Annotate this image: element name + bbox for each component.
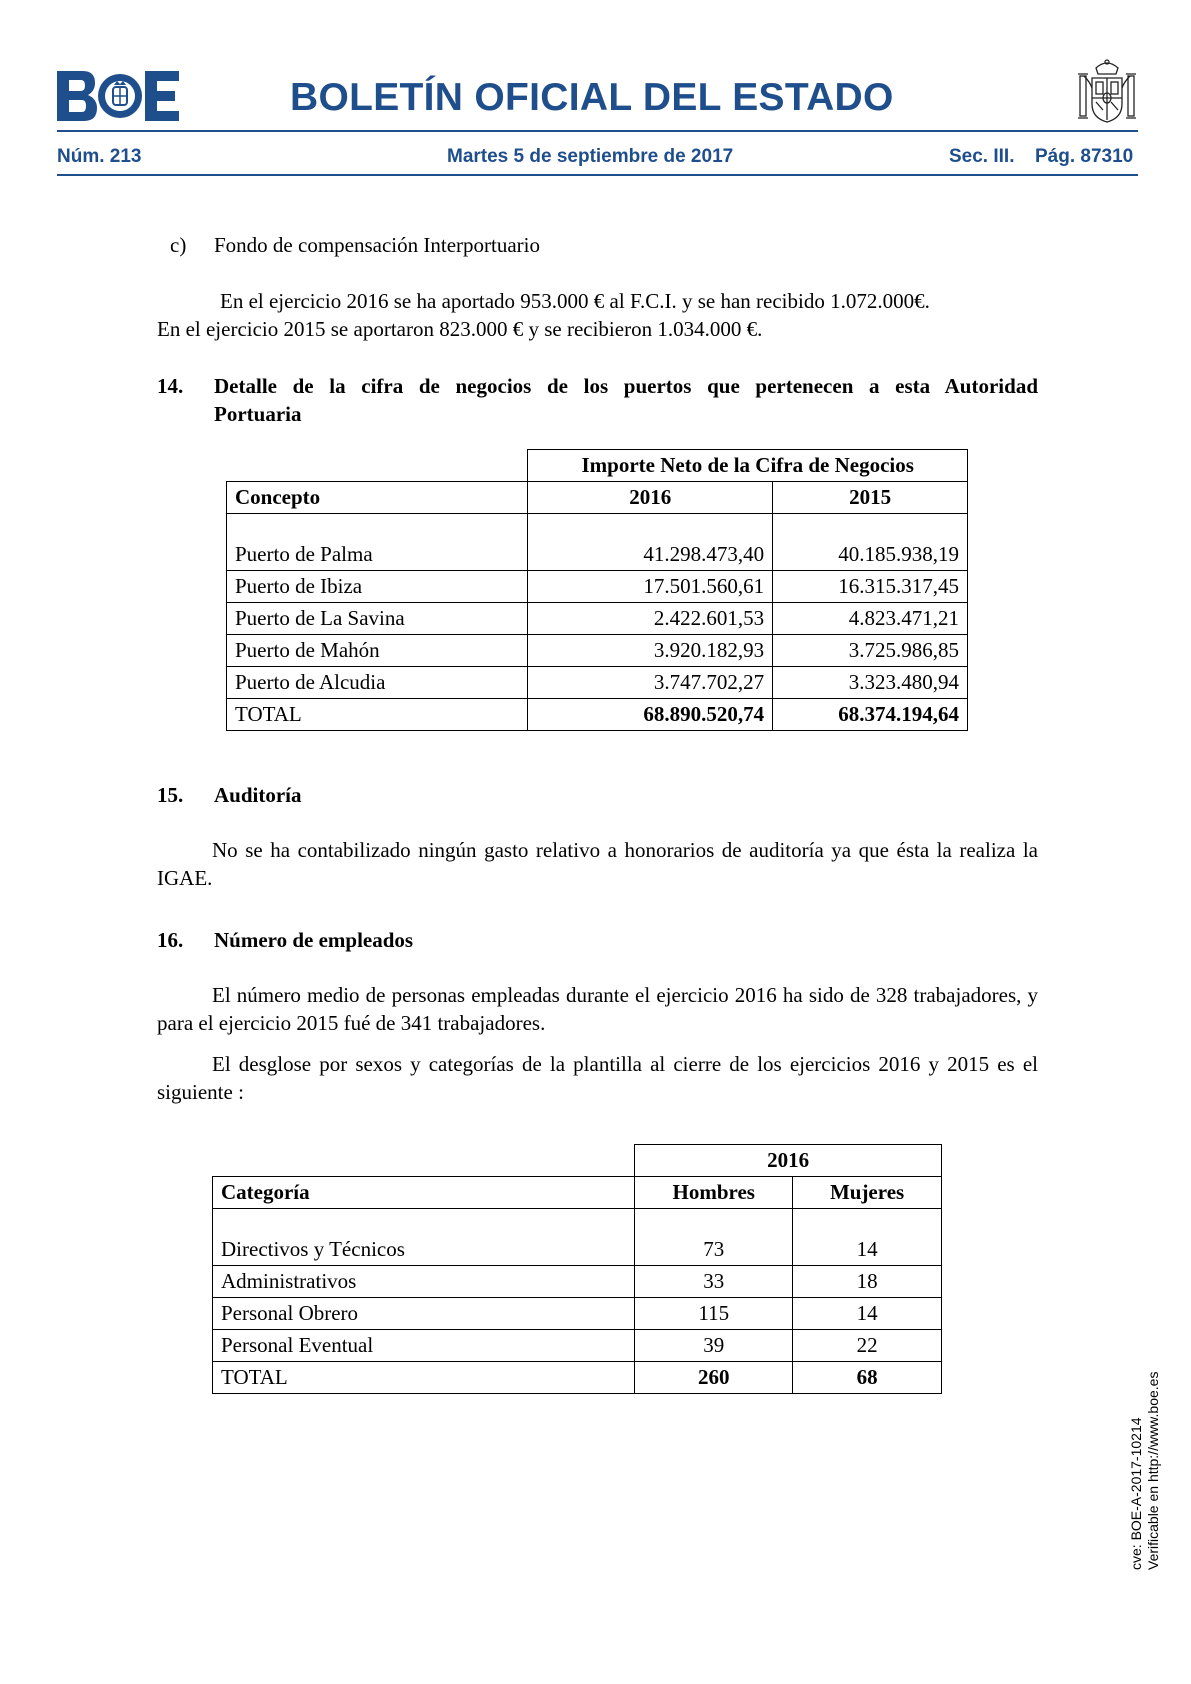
section-16-title: Número de empleados (214, 928, 414, 952)
total-label: TOTAL (227, 699, 528, 731)
table-corner (227, 450, 528, 482)
section-14-title-line1: Detalle de la cifra de negocios de los puertos que pertenecen a esta Autoridad (214, 374, 1038, 398)
row-category: Personal Eventual (213, 1330, 635, 1362)
section-15-title: Auditoría (214, 783, 302, 807)
table-row (213, 1330, 942, 1362)
col-2015-header: 2015 (773, 482, 968, 514)
row-value-2015: 40.185.938,19 (773, 514, 968, 571)
row-women: 22 (793, 1330, 942, 1362)
section-15-number: 15. (157, 783, 184, 807)
row-women: 14 (793, 1209, 942, 1266)
row-value-2016: 17.501.560,61 (528, 571, 773, 603)
total-men: 260 (635, 1362, 793, 1394)
row-value-2015: 4.823.471,21 (773, 603, 968, 635)
coat-of-arms-icon (1076, 58, 1138, 128)
col-men-header: Hombres (635, 1177, 793, 1209)
row-value-2016: 3.747.702,27 (528, 667, 773, 699)
total-2016: 68.890.520,74 (528, 699, 773, 731)
table-header-row (213, 1145, 942, 1177)
verify-link[interactable]: Verificable en http://www.boe.es (1145, 1371, 1161, 1570)
boe-logo-icon (57, 71, 179, 121)
row-women: 14 (793, 1298, 942, 1330)
col-2016-header: 2016 (528, 482, 773, 514)
row-men: 39 (635, 1330, 793, 1362)
year-header: 2016 (635, 1145, 942, 1177)
row-value-2015: 3.725.986,85 (773, 635, 968, 667)
table-row (227, 635, 968, 667)
row-concept: Puerto de La Savina (227, 603, 528, 635)
table-total-row (227, 699, 968, 731)
port-revenue-table (226, 449, 968, 731)
row-women: 18 (793, 1266, 942, 1298)
issue-date: Martes 5 de septiembre de 2017 (447, 146, 734, 167)
row-value-2016: 3.920.182,93 (528, 635, 773, 667)
verification-note (1128, 1372, 1162, 1570)
staff-table (212, 1144, 942, 1394)
item-c-marker: c) (170, 233, 187, 257)
section-label: Sec. III. (949, 146, 1015, 167)
table-spacer-row (227, 514, 968, 571)
section-16-number: 16. (157, 928, 184, 952)
item-c-title: Fondo de compensación Interportuario (214, 233, 540, 257)
publication-title: BOLETÍN OFICIAL DEL ESTADO (290, 76, 894, 119)
row-concept: Puerto de Ibiza (227, 571, 528, 603)
row-concept: Puerto de Mahón (227, 635, 528, 667)
row-category: Directivos y Técnicos (213, 1209, 635, 1266)
row-category: Personal Obrero (213, 1298, 635, 1330)
row-men: 33 (635, 1266, 793, 1298)
row-value-2015: 16.315.317,45 (773, 571, 968, 603)
page-number: Pág. 87310 (1035, 146, 1134, 167)
section-15-text: No se ha contabilizado ningún gasto relativo a honorarios de auditoría ya que ésta la realiza la IGAE. (157, 838, 1038, 890)
table-row (227, 667, 968, 699)
row-men: 115 (635, 1298, 793, 1330)
col-concept-header: Concepto (227, 482, 528, 514)
table-total-row (213, 1362, 942, 1394)
row-category: Administrativos (213, 1266, 635, 1298)
row-concept: Puerto de Alcudia (227, 667, 528, 699)
section-14-title-line2: Portuaria (214, 402, 302, 426)
table-row (213, 1266, 942, 1298)
section-16-para2: El desglose por sexos y categorías de la plantilla al cierre de los ejercicios 2016 y 2015 es el siguiente : (157, 1052, 1038, 1104)
total-label: TOTAL (213, 1362, 635, 1394)
row-men: 73 (635, 1209, 793, 1266)
table-header-row (213, 1177, 942, 1209)
header-rule-bottom (57, 174, 1138, 176)
cve-code: cve: BOE-A-2017-10214 (1128, 1417, 1144, 1570)
table-header-row (227, 450, 968, 482)
table-corner (213, 1145, 635, 1177)
item-c-text-line2: En el ejercicio 2015 se aportaron 823.000 € y se recibieron 1.034.000 €. (157, 317, 763, 341)
row-value-2015: 3.323.480,94 (773, 667, 968, 699)
revenue-group-header: Importe Neto de la Cifra de Negocios (528, 450, 968, 482)
row-concept: Puerto de Palma (227, 514, 528, 571)
table-row (227, 571, 968, 603)
table-spacer-row (213, 1209, 942, 1266)
table-header-row (227, 482, 968, 514)
section-14-number: 14. (157, 374, 184, 398)
section-16-para1: El número medio de personas empleadas durante el ejercicio 2016 ha sido de 328 trabajadores, y para el ejercicio 2015 fué de 341 trabajadores. (157, 983, 1038, 1035)
table-row (213, 1298, 942, 1330)
header-rule-top (57, 130, 1138, 132)
col-category-header: Categoría (213, 1177, 635, 1209)
issue-number: Núm. 213 (57, 146, 142, 167)
item-c-text-line1: En el ejercicio 2016 se ha aportado 953.000 € al F.C.I. y se han recibido 1.072.000€. (220, 289, 930, 313)
row-value-2016: 41.298.473,40 (528, 514, 773, 571)
total-women: 68 (793, 1362, 942, 1394)
col-women-header: Mujeres (793, 1177, 942, 1209)
table-row (227, 603, 968, 635)
total-2015: 68.374.194,64 (773, 699, 968, 731)
row-value-2016: 2.422.601,53 (528, 603, 773, 635)
